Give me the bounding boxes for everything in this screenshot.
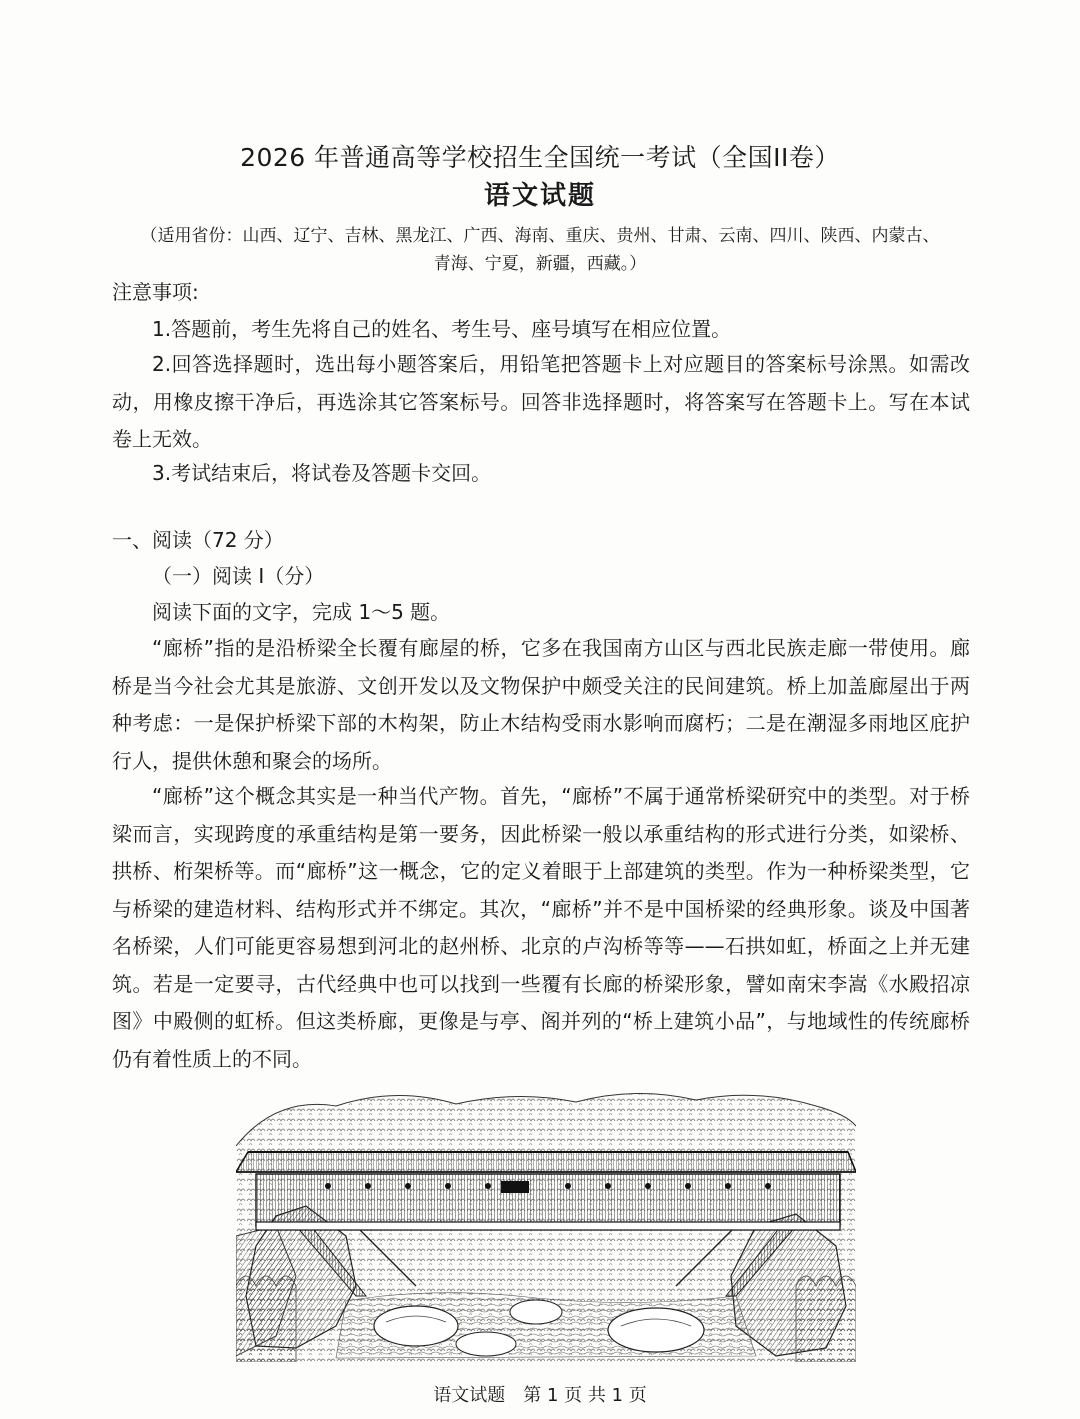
exam-subject-title: 语文试题 <box>483 181 596 211</box>
notice-item-2: 2.回答选择题时，选出每小题答案后，用铅笔把答题卡上对应题目的答案标号涂黑。如需改动，用橡皮擦干净后，再选涂其它答案标号。回答非选择题时，将答案写在答题卡上。写在本试卷上无效。 <box>112 352 970 451</box>
reading-paragraph-1: “廊桥”指的是沿桥梁全长覆有廊屋的桥，它多在我国南方山区与西北民族走廊一带使用。廊桥是当今社会尤其是旅游、文创开发以及文物保护中颇受关注的民间建筑。桥上加盖廊屋出于两种考虑：一是保护桥梁下部的木构架，防止木结构受雨水影响而腐朽；二是在潮湿多雨地区庇护行人，提供休憩和聚会的场所。 <box>112 636 970 773</box>
page-footer: 语文试题 第 1 页 共 1 页 <box>433 1385 647 1406</box>
reading-instruction: 阅读下面的文字，完成 1～5 题。 <box>152 600 451 624</box>
section-sub-heading: （一）阅读 I（分） <box>152 564 325 588</box>
reading-paragraph-2: “廊桥”这个概念其实是一种当代产物。首先，“廊桥”不属于通常桥梁研究中的类型。对于桥梁而言，实现跨度的承重结构是第一要务，因此桥梁一般以承重结构的形式进行分类，如梁桥、拱桥、桁架桥等。而“廊桥”这一概念，它的定义着眼于上部建筑的类型。作为一种桥梁类型，它与桥梁的建造材料、结构形式并不绑定。其次，“廊桥”并不是中国桥梁的经典形象。谈及中国著名桥梁，人们可能更容易想到河北的赵州桥、北京的卢沟桥等等——石拱如虹，桥面之上并无建筑。若是一定要寻，古代经典中也可以找到一些覆有长廊的桥梁形象，譬如南宋李嵩《水殿招凉图》中殿侧的虹桥。但这类桥廊，更像是与亭、阁并列的“桥上建筑小品”，与地域性的传统廊桥仍有着性质上的不同。 <box>112 784 970 1071</box>
notice-item-1: 1.答题前，考生先将自己的姓名、考生号、座号填写在相应位置。 <box>152 317 732 341</box>
notice-item-3: 3.考试结束后，将试卷及答题卡交回。 <box>152 461 492 485</box>
applicable-provinces <box>108 222 972 278</box>
notice-heading: 注意事项: <box>112 280 199 304</box>
section-heading: 一、阅读（72 分） <box>112 528 284 552</box>
exam-title: 2026 年普通高等学校招生全国统一考试（全国II卷） <box>240 143 840 172</box>
provinces-line-2: 青海、宁夏，新疆，西藏。） <box>433 254 647 274</box>
covered-bridge-illustration <box>236 1086 856 1362</box>
provinces-line-1: （适用省份：山西、辽宁、吉林、黑龙江、广西、海南、重庆、贵州、甘肃、云南、四川、陕西、内蒙古、 <box>140 226 940 246</box>
